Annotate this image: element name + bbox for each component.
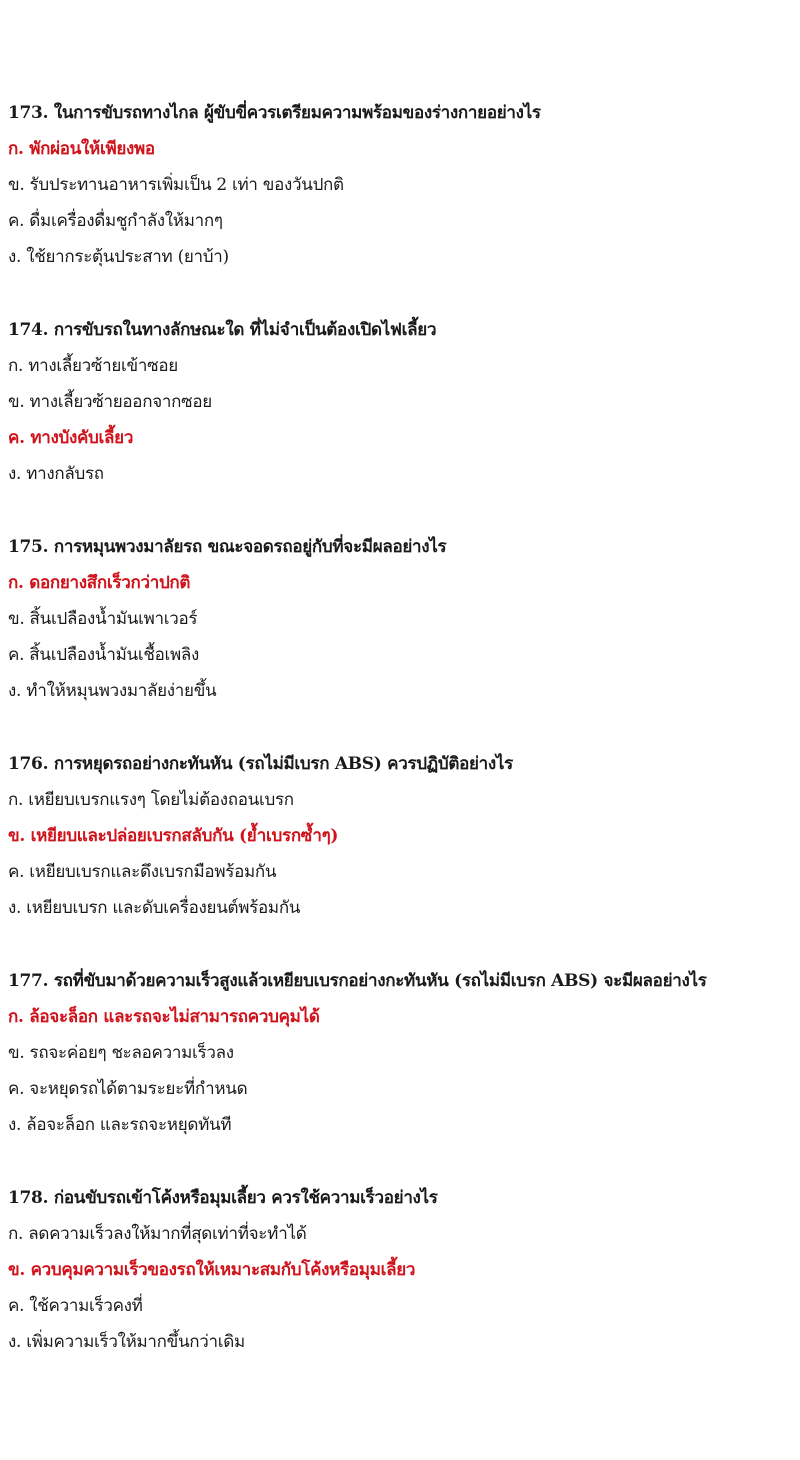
answer-option bbox=[8, 1071, 800, 1107]
answer-option bbox=[8, 782, 800, 818]
option-label: ข. bbox=[8, 175, 25, 195]
option-label: ค. bbox=[8, 1296, 25, 1316]
question-title bbox=[8, 529, 800, 565]
option-text: ทางเลี้ยวซ้ายเข้าซอย bbox=[28, 356, 178, 376]
correct-answer-option bbox=[8, 1252, 800, 1288]
option-label: ก. bbox=[8, 790, 24, 810]
question-title bbox=[8, 963, 800, 999]
option-label: ค. bbox=[8, 862, 25, 882]
option-text: ใช้ความเร็วคงที่ bbox=[29, 1296, 143, 1316]
option-label: ง. bbox=[8, 898, 22, 918]
option-text: ดอกยางสึกเร็วกว่าปกติ bbox=[29, 573, 191, 593]
answer-option bbox=[8, 1324, 800, 1360]
correct-answer-option bbox=[8, 818, 800, 854]
answer-option bbox=[8, 601, 800, 637]
answer-option bbox=[8, 167, 800, 203]
question-text: ก่อนขับรถเข้าโค้งหรือมุมเลี้ยว ควรใช้ความเร็วอย่างไร bbox=[53, 1188, 438, 1208]
option-text: เหยียบเบรกและดึงเบรกมือพร้อมกัน bbox=[29, 862, 277, 882]
question-title bbox=[8, 1180, 800, 1216]
question-text: ในการขับรถทางไกล ผู้ขับขี่ควรเตรียมความพร้อมของร่างกายอย่างไร bbox=[53, 103, 541, 123]
correct-answer-option bbox=[8, 131, 800, 167]
correct-answer-option bbox=[8, 999, 800, 1035]
option-label: ก. bbox=[8, 1007, 24, 1027]
option-label: ข. bbox=[8, 392, 25, 412]
option-text: พักผ่อนให้เพียงพอ bbox=[29, 139, 155, 159]
answer-option bbox=[8, 203, 800, 239]
option-text: รับประทานอาหารเพิ่มเป็น 2 เท่า ของวันปกติ bbox=[29, 175, 344, 195]
option-text: เหยียบเบรกแรงๆ โดยไม่ต้องถอนเบรก bbox=[28, 790, 294, 810]
option-label: ข. bbox=[8, 1260, 25, 1280]
answer-option bbox=[8, 637, 800, 673]
option-label: ค. bbox=[8, 211, 25, 231]
answer-option bbox=[8, 239, 800, 275]
question-block bbox=[8, 312, 800, 492]
question-number: 175. bbox=[8, 537, 49, 557]
question-number: 177. bbox=[8, 971, 49, 991]
question-text: การหยุดรถอย่างกะทันหัน (รถไม่มีเบรก ABS) ควรปฏิบัติอย่างไร bbox=[53, 754, 514, 774]
option-text: ดื่มเครื่องดื่มชูกำลังให้มากๆ bbox=[29, 211, 223, 231]
option-label: ค. bbox=[8, 428, 25, 448]
option-text: ทางกลับรถ bbox=[26, 464, 104, 484]
option-text: สิ้นเปลืองน้ำมันเชื้อเพลิง bbox=[29, 645, 200, 665]
answer-option bbox=[8, 1035, 800, 1071]
question-number: 173. bbox=[8, 103, 49, 123]
option-text: ใช้ยากระตุ้นประสาท (ยาบ้า) bbox=[26, 247, 229, 267]
option-label: ก. bbox=[8, 356, 24, 376]
option-label: ค. bbox=[8, 1079, 25, 1099]
option-text: ทางบังคับเลี้ยว bbox=[30, 428, 134, 448]
question-block bbox=[8, 746, 800, 926]
option-text: ล้อจะล็อก และรถจะไม่สามารถควบคุมได้ bbox=[29, 1007, 320, 1027]
answer-option bbox=[8, 348, 800, 384]
answer-option bbox=[8, 1288, 800, 1324]
option-text: เพิ่มความเร็วให้มากขึ้นกว่าเดิม bbox=[26, 1332, 245, 1352]
option-label: ข. bbox=[8, 609, 25, 629]
question-number: 176. bbox=[8, 754, 49, 774]
option-label: ข. bbox=[8, 1043, 25, 1063]
question-title bbox=[8, 95, 800, 131]
option-label: ก. bbox=[8, 573, 24, 593]
option-text: รถจะค่อยๆ ชะลอความเร็วลง bbox=[29, 1043, 234, 1063]
option-label: ข. bbox=[8, 826, 25, 846]
option-text: สิ้นเปลืองน้ำมันเพาเวอร์ bbox=[29, 609, 198, 629]
option-label: ง. bbox=[8, 1115, 22, 1135]
answer-option bbox=[8, 673, 800, 709]
question-text: การหมุนพวงมาลัยรถ ขณะจอดรถอยู่กับที่จะมีผลอย่างไร bbox=[53, 537, 447, 557]
option-label: ง. bbox=[8, 247, 22, 267]
question-number: 178. bbox=[8, 1188, 49, 1208]
answer-option bbox=[8, 1216, 800, 1252]
question-title bbox=[8, 746, 800, 782]
option-label: ง. bbox=[8, 464, 22, 484]
correct-answer-option bbox=[8, 420, 800, 456]
question-block bbox=[8, 95, 800, 275]
answer-option bbox=[8, 854, 800, 890]
option-label: ก. bbox=[8, 139, 24, 159]
question-block bbox=[8, 1180, 800, 1360]
option-text: จะหยุดรถได้ตามระยะที่กำหนด bbox=[29, 1079, 248, 1099]
option-label: ง. bbox=[8, 1332, 22, 1352]
option-label: ค. bbox=[8, 645, 25, 665]
answer-option bbox=[8, 384, 800, 420]
option-text: เหยียบและปล่อยเบรกสลับกัน (ย้ำเบรกซ้ำๆ) bbox=[30, 826, 339, 846]
question-block bbox=[8, 963, 800, 1143]
correct-answer-option bbox=[8, 565, 800, 601]
option-text: ควบคุมความเร็วของรถให้เหมาะสมกับโค้งหรือมุมเลี้ยว bbox=[30, 1260, 416, 1280]
option-text: ทำให้หมุนพวงมาลัยง่ายขึ้น bbox=[26, 681, 217, 701]
option-label: ง. bbox=[8, 681, 22, 701]
answer-option bbox=[8, 456, 800, 492]
question-text: การขับรถในทางลักษณะใด ที่ไม่จำเป็นต้องเปิดไฟเลี้ยว bbox=[53, 320, 437, 340]
question-number: 174. bbox=[8, 320, 49, 340]
option-text: ล้อจะล็อก และรถจะหยุดทันที bbox=[26, 1115, 232, 1135]
option-text: เหยียบเบรก และดับเครื่องยนต์พร้อมกัน bbox=[26, 898, 301, 918]
option-text: ทางเลี้ยวซ้ายออกจากซอย bbox=[29, 392, 212, 412]
option-text: ลดความเร็วลงให้มากที่สุดเท่าที่จะทำได้ bbox=[28, 1224, 307, 1244]
question-title bbox=[8, 312, 800, 348]
question-text: รถที่ขับมาด้วยความเร็วสูงแล้วเหยียบเบรกอย่างกะทันหัน (รถไม่มีเบรก ABS) จะมีผลอย่างไร bbox=[53, 971, 707, 991]
option-label: ก. bbox=[8, 1224, 24, 1244]
answer-option bbox=[8, 890, 800, 926]
answer-option bbox=[8, 1107, 800, 1143]
question-block bbox=[8, 529, 800, 709]
